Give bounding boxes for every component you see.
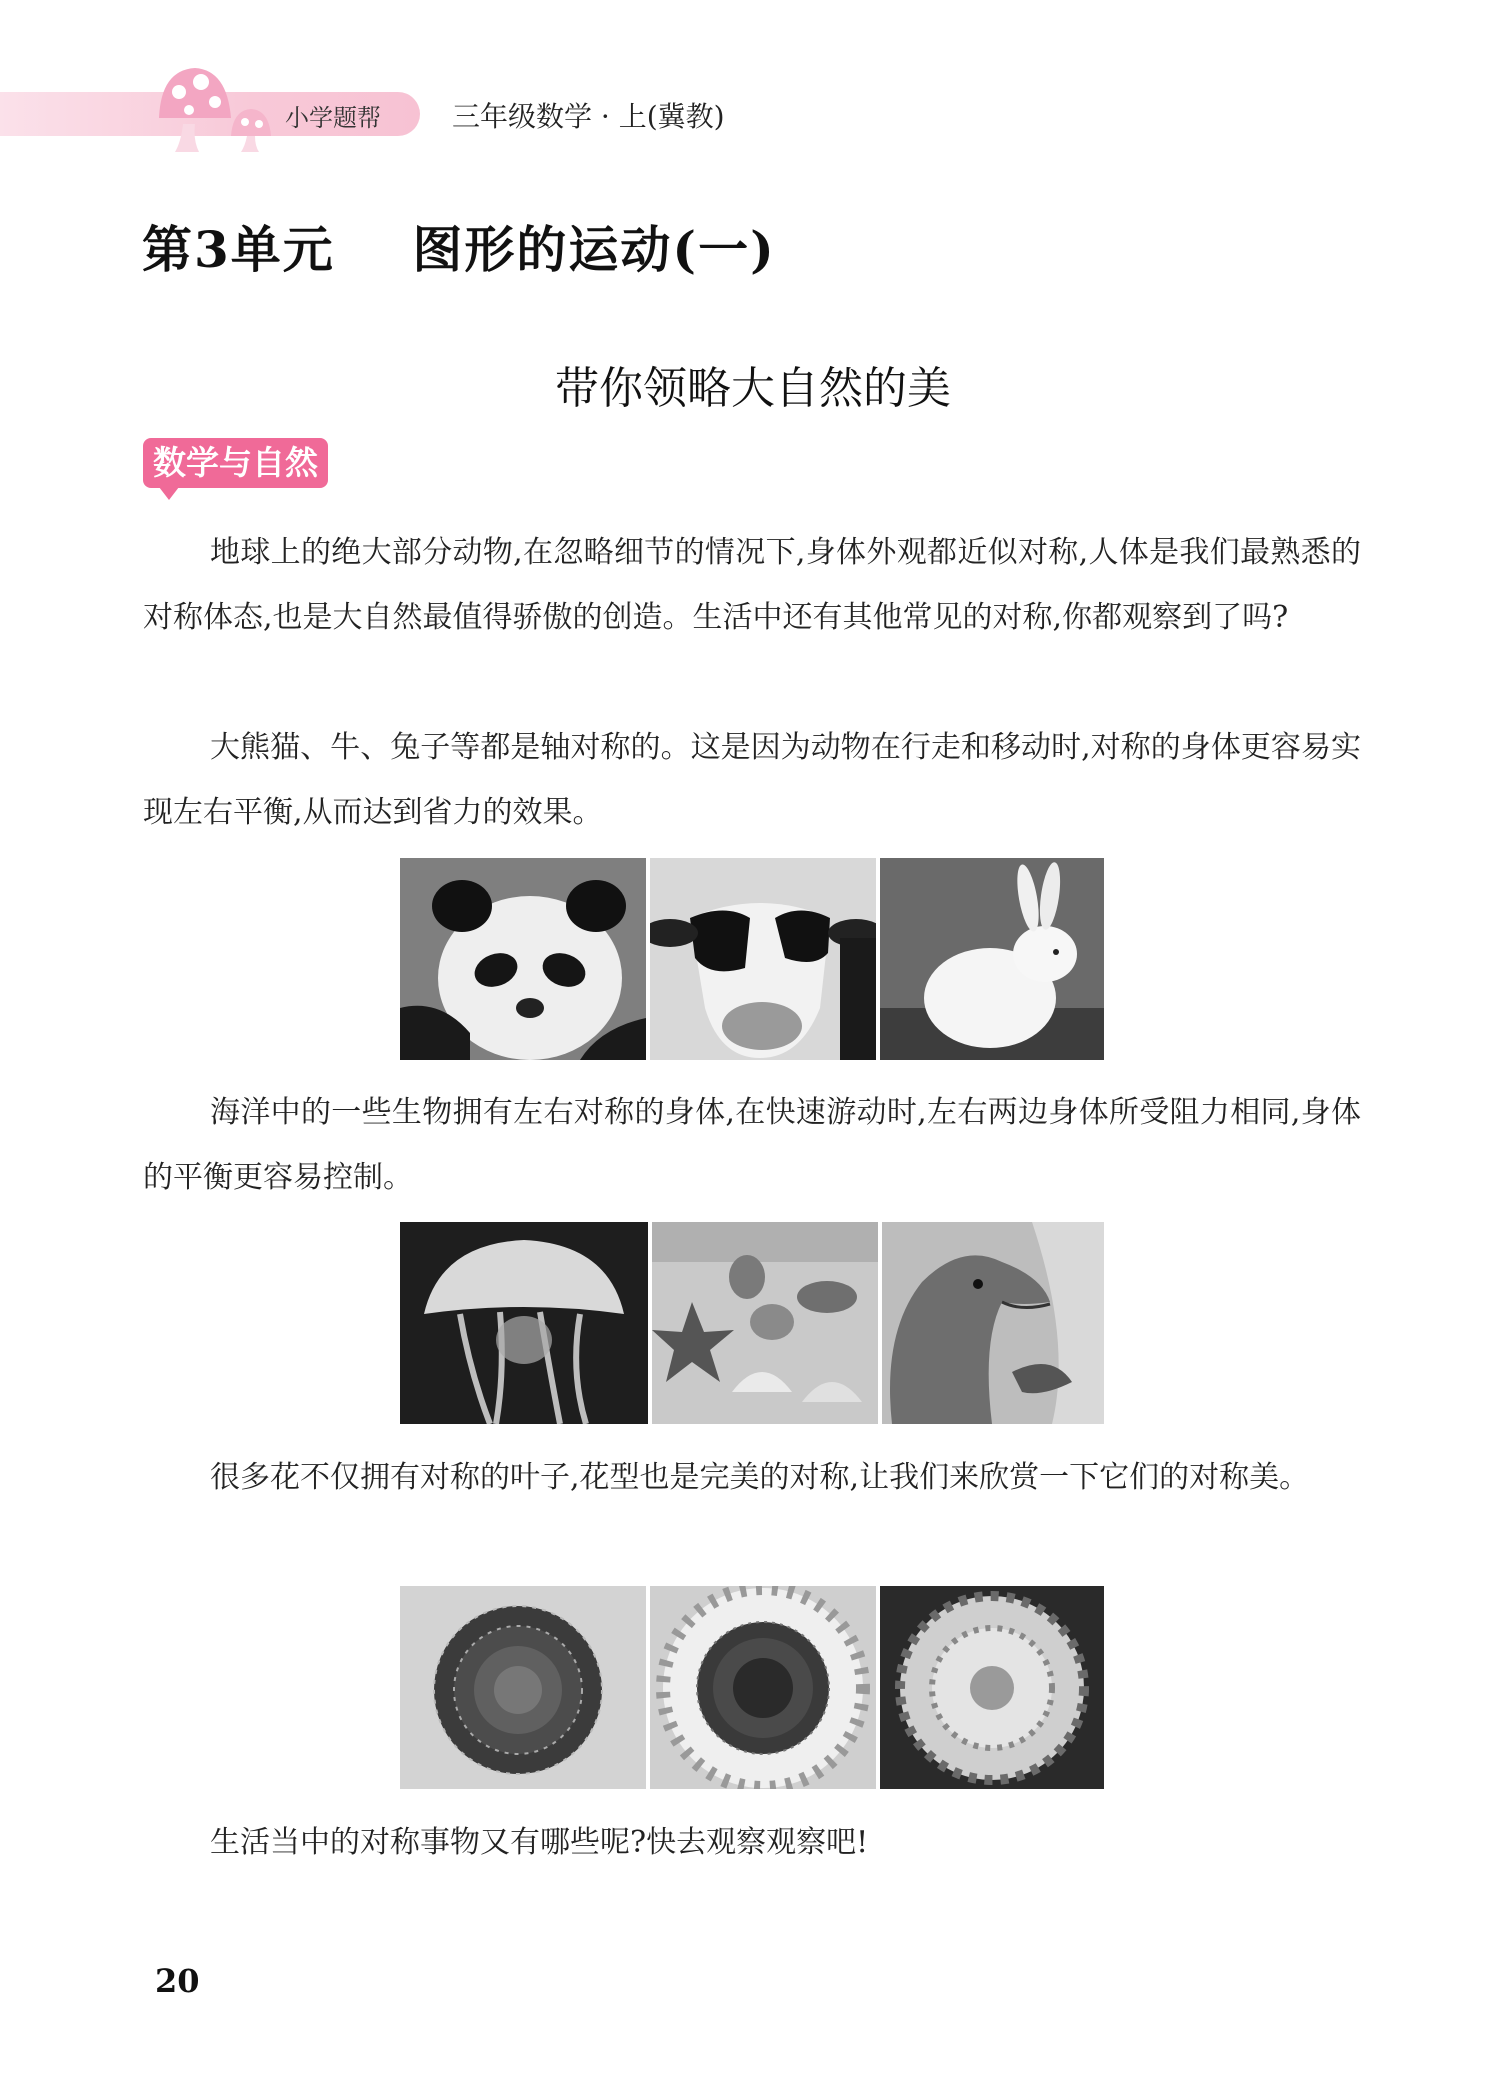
dahlia-photo xyxy=(400,1586,646,1789)
seashells-photo xyxy=(652,1222,878,1424)
section-title xyxy=(0,352,1506,416)
dolphin-photo xyxy=(882,1222,1104,1424)
panda-photo xyxy=(400,858,646,1060)
mushroom-logo-icon xyxy=(155,52,285,152)
sunflower-photo xyxy=(650,1586,876,1789)
cow-photo xyxy=(650,858,876,1060)
header-brand: 小学题帮 xyxy=(285,104,381,132)
paragraph-land-animals: 大熊猫、牛、兔子等都是轴对称的。这是因为动物在行走和移动时,对称的身体更容易实现左右平衡,从而达到省力的效果。 xyxy=(143,730,1361,830)
photo-row-animals xyxy=(400,858,1104,1060)
photo-row-flowers xyxy=(400,1586,1104,1789)
unit-title: 第3单元 图形的运动(一) xyxy=(142,220,776,279)
succulent-flower-photo xyxy=(880,1586,1104,1789)
jellyfish-photo xyxy=(400,1222,648,1424)
page-number: 20 xyxy=(155,1962,200,2000)
header-book-title: 三年级数学 · 上(冀教) xyxy=(452,100,725,133)
paragraph-intro: 地球上的绝大部分动物,在忽略细节的情况下,身体外观都近似对称,人体是我们最熟悉的对称体态,也是大自然最值得骄傲的创造。生活中还有其他常见的对称,你都观察到了吗? xyxy=(143,535,1361,635)
paragraph-conclusion: 生活当中的对称事物又有哪些呢?快去观察观察吧! xyxy=(210,1825,869,1860)
photo-row-sea xyxy=(400,1222,1104,1424)
paragraph-sea-creatures: 海洋中的一些生物拥有左右对称的身体,在快速游动时,左右两边身体所受阻力相同,身体的平衡更容易控制。 xyxy=(143,1095,1361,1195)
section-tag: 数学与自然 xyxy=(143,438,328,488)
paragraph-flowers: 很多花不仅拥有对称的叶子,花型也是完美的对称,让我们来欣赏一下它们的对称美。 xyxy=(210,1460,1310,1495)
rabbit-photo xyxy=(880,858,1104,1060)
section-title-text: 带你领略大自然的美 xyxy=(555,363,951,414)
